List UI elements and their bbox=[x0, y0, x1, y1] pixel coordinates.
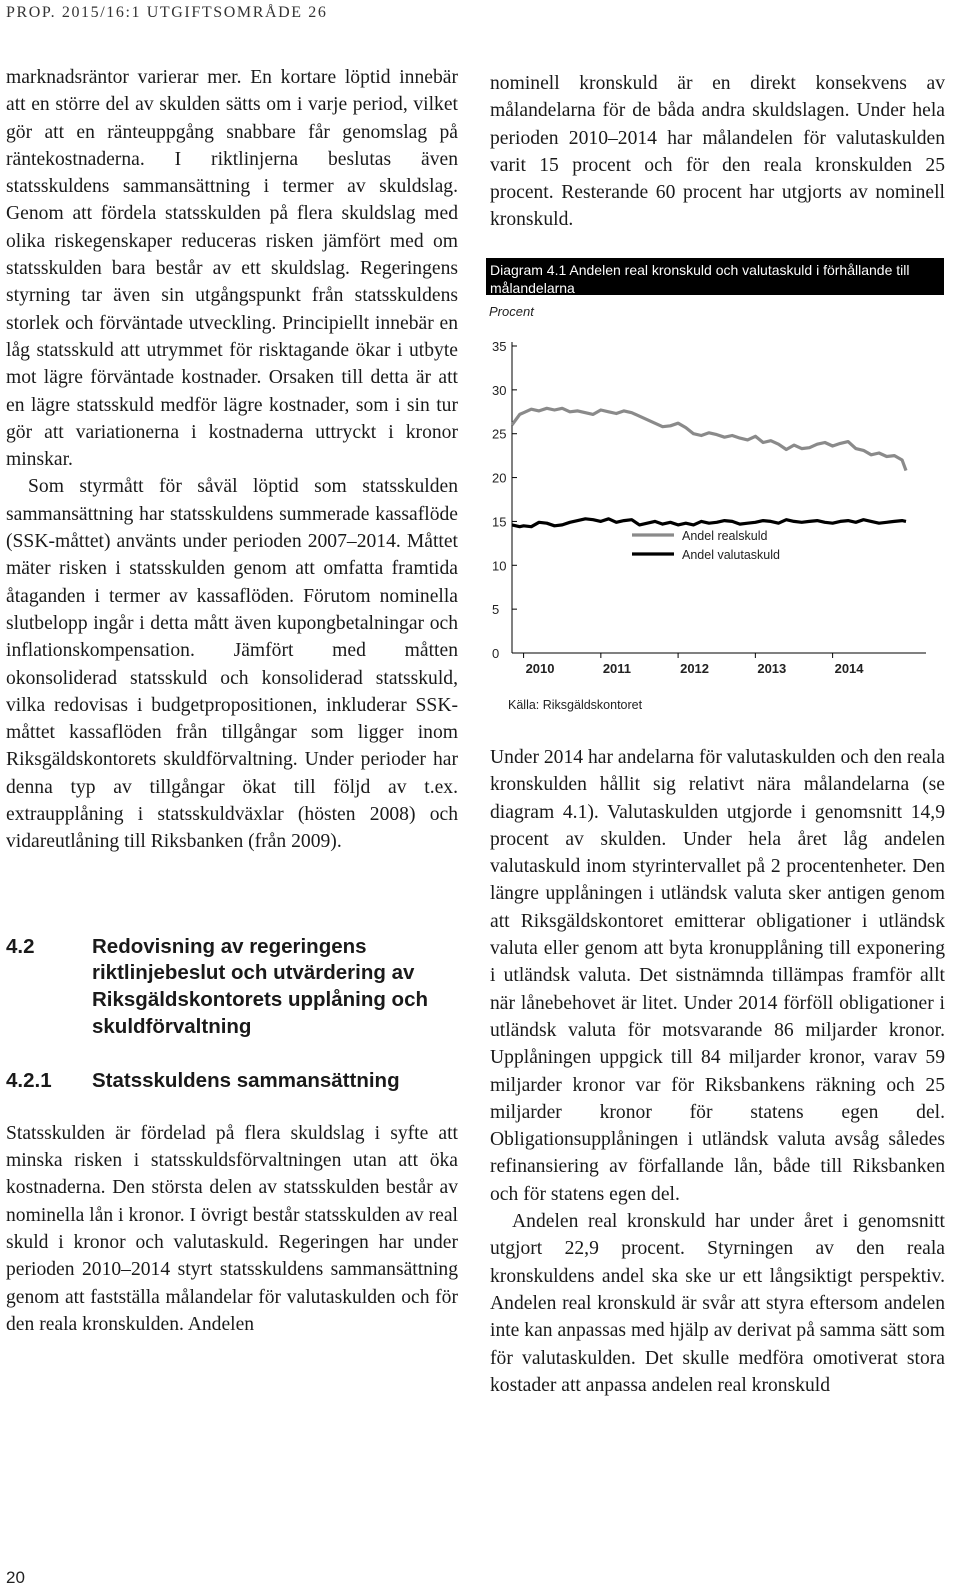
legend-label: Andel valutaskuld bbox=[682, 548, 780, 562]
series-line-andel-valutaskuld bbox=[512, 519, 906, 527]
x-tick-label: 2010 bbox=[525, 661, 555, 676]
y-tick-label: 15 bbox=[492, 514, 507, 530]
subsection-title: Statsskuldens sammansättning bbox=[92, 1068, 400, 1092]
y-axis-unit-label: Procent bbox=[489, 304, 534, 319]
figure-source: Källa: Riksgäldskontoret bbox=[508, 698, 643, 712]
paragraph: marknadsräntor varierar mer. En kortare löptid innebär att en större del av skulden sätts om i varje period, vilket gör att en ränteuppgång snabbare får genomslag på räntekostnaderna. I riktlinjerna beslutas även statsskuldens sammansättning i termer av skuldslag. Genom att fördela statsskulden på flera skuldslag med olika riskegenskaper reduceras risken jämfört med om statsskulden bara består av ett skuldslag. Regeringens styrning tar även sin utgångspunkt från statsskuldens storlek och förväntade utveckling. Principiellt innebär en låg statsskuld att utrymmet för risktagande ökar i utbyte mot lägre förväntade kostnader. Orsaken till detta är att en lägre statsskuld medför lägre kostnader, som i sin tur gör att variationerna i kostnaderna uttryckt i kronor minskar. bbox=[6, 67, 458, 471]
paragraph: Under 2014 har andelarna för valutaskulden och den reala kronskulden hållit sig relativt nära målandelarna (se diagram 4.1). Valutaskulden utgjorde i genomsnitt 14,9 procent av skulden. Under hela året låg andelen valutaskuld inom styrintervallet på 2 procentenheter. Den längre upplåningen i utländsk valuta sker antigen genom att Riksgäldskontoret emitterar obligationer i utländsk valuta eller genom att byta kronupplåning till exponering i utländsk valuta. Det sistnämnda tillämpas framför allt när lånebehovet är litet. Under 2014 förföll obligationer i utländsk valuta för motsvarande 86 miljarder kronor. Upplåningen uppgick till 84 miljarder kronor, varav 59 miljarder kronor var för Riksbankens räkning och 25 miljarder kronor för statens egen del. Obligationsupplåningen i utländsk valuta avsåg således refinansiering av förfallande lån, både till Riksbanken och för statens egen del. bbox=[490, 747, 945, 1205]
x-tick-label: 2014 bbox=[834, 661, 864, 676]
right-column-top bbox=[490, 70, 945, 234]
y-tick-label: 25 bbox=[492, 426, 507, 442]
figure-diagram-4-1 bbox=[486, 258, 944, 720]
x-tick-label: 2011 bbox=[602, 661, 632, 676]
y-tick-label: 0 bbox=[492, 646, 500, 661]
y-tick-label: 30 bbox=[492, 382, 507, 398]
paragraph: Som styrmått för såväl löptid som statsskulden sammansättning har statsskuldens summerade kassaflöde (SSK-måttet) använts under perioden 2007–2014. Måttet mäter risken i statsskulden genom att omfatta framtida åtaganden i termer av kassaflöden. Förutom nominella slutbelopp ingår i detta mått även kupongbetalningar och inflationskompensation. Jämfört med måtten okonsoliderad statsskuld och konsoliderad statsskuld, vilka redovisas i budgetpropositionen, inkluderar SSK-måttet kassaflöden från tillgångar som ligger inom Riksgäldskontorets skuldförvaltning. Under perioder har denna typ av tillgångar ökat till följd av t.ex. extraupplåning i statsskuldväxlar (hösten 2008) och vidareutlåning till Riksbanken (från 2009). bbox=[6, 476, 458, 853]
figure-header bbox=[486, 258, 944, 295]
y-tick-label: 20 bbox=[492, 470, 507, 486]
running-header: PROP. 2015/16:1 UTGIFTSOMRÅDE 26 bbox=[6, 4, 328, 21]
y-tick-label: 35 bbox=[492, 339, 507, 354]
legend-label: Andel realskuld bbox=[682, 529, 768, 543]
x-tick-label: 2012 bbox=[680, 661, 710, 676]
right-column-bottom bbox=[490, 744, 945, 1399]
figure-label: Diagram 4.1 bbox=[490, 262, 567, 278]
series-line-andel-realskuld bbox=[512, 408, 906, 470]
paragraph: Andelen real kronskuld har under året i genomsnitt utgjort 22,9 procent. Styrningen av den reala kronskuldens andel ska ske ur ett långsiktigt perspektiv. Andelen real kronskuld är svår att styra eftersom andelen inte kan anpassas med hjälp av derivat på samma sätt som för valutaskulden. Det skulle medföra omotiverat stora kostader att anpassa andelen real kronskuld bbox=[490, 1211, 945, 1396]
paragraph: Statsskulden är fördelad på flera skuldslag i syfte att minska risken i statsskuldsförvaltningen utan att öka kostnaderna. Den största delen av statsskulden består av nominella lån i kronor. I övrigt består statsskulden av real skuld i kronor och valutaskuld. Regeringen har under perioden 2010–2014 styrt statsskuldens sammansättning genom att fastställa målandelar för valutaskulden och för den reala kronskulden. Andelen bbox=[6, 1122, 458, 1335]
subsection-number: 4.2.1 bbox=[6, 1068, 52, 1092]
section-title: Redovisning av regeringens riktlinjebeslut och utvärdering av Riksgäldskontorets upplåning och skuldförvaltning bbox=[92, 934, 429, 1038]
page-number: 20 bbox=[6, 1568, 25, 1587]
y-tick-label: 10 bbox=[492, 558, 507, 574]
section-number: 4.2 bbox=[6, 934, 35, 958]
x-tick-label: 2013 bbox=[757, 661, 787, 676]
figure-title: Andelen real kronskuld och valutaskuld i förhållande till målandelarna bbox=[490, 262, 910, 296]
section-heading bbox=[6, 934, 458, 1041]
y-tick-label: 5 bbox=[492, 602, 500, 618]
line-chart bbox=[486, 302, 944, 698]
left-column bbox=[6, 64, 458, 1338]
paragraph: nominell kronskuld är en direkt konsekvens av målandelarna för de båda andra skuldslagen. Under hela perioden 2010–2014 har målandelen för valutaskulden varit 15 procent och för den reala kronskulden 25 procent. Resterande 60 procent har utgjorts av nominell kronskuld. bbox=[490, 73, 945, 231]
subsection-heading bbox=[6, 1068, 458, 1094]
